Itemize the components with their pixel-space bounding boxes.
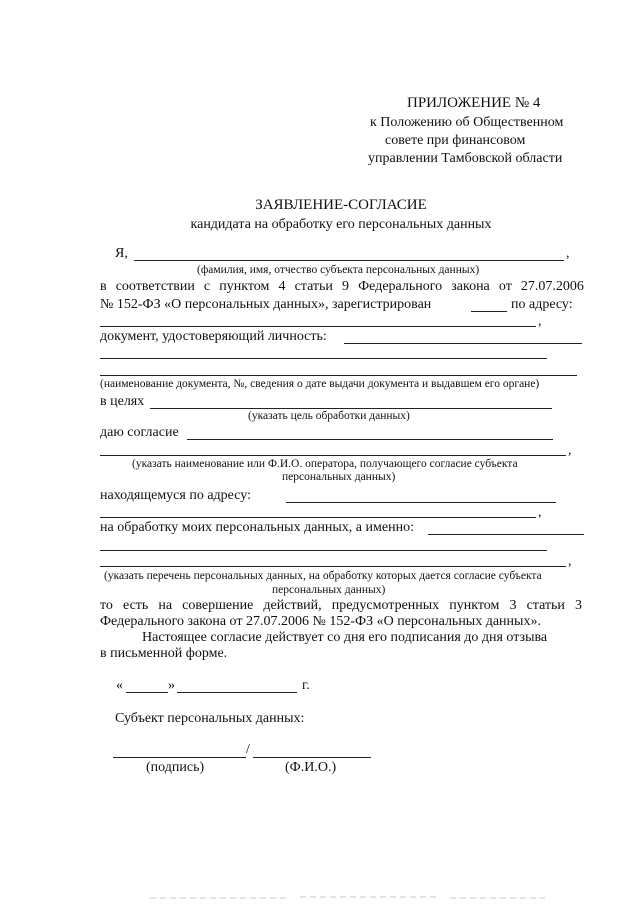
operator-address-line-2[interactable] [100,517,536,518]
word: 27.07.2006 [520,279,584,294]
data-list-field-line[interactable] [428,534,584,535]
word: на [158,598,173,613]
word: есть [123,598,149,613]
purpose-field-line[interactable] [150,408,552,409]
word: с [203,279,211,294]
word: соответствии [115,279,195,294]
signature-slash: / [246,742,250,757]
data-list-comma: , [568,554,572,569]
date-month-year-field[interactable] [177,692,297,693]
word: закона [451,279,490,294]
word: 3 [575,598,582,613]
word: в [100,279,107,294]
ya-label: Я, [115,246,128,261]
scan-artifact-lines [0,890,640,902]
word: статьи [526,598,565,613]
name-field-line[interactable] [253,757,371,758]
data-list-line-2[interactable] [100,550,547,551]
word: 3 [509,598,517,613]
appendix-line-2: совете при финансовом [385,133,526,148]
operator-comma: , [568,443,572,458]
signature-field-line[interactable] [113,757,246,758]
id-document-line-2[interactable] [100,358,547,359]
appendix-line-1: к Положению об Общественном [370,115,564,130]
form-title: ЗАЯВЛЕНИЕ-СОГЛАСИЕ [255,197,427,213]
signature-hint: (подпись) [146,760,205,775]
operator-address-label: находящемуся по адресу: [100,488,251,503]
validity-line-1: Настоящее согласие действует со дня его подписания до дня отзыва [142,630,548,645]
word: 9 [342,279,350,294]
purpose-hint: (указать цель обработки данных) [248,410,410,422]
id-document-line-3[interactable] [100,375,577,376]
law-reference-line-1 [100,280,584,294]
processing-label: на обработку моих персональных данных, а именно: [100,520,414,535]
purpose-label: в целях [100,394,145,409]
id-document-hint: (наименование документа, №, сведения о дате выдачи документа и выдавшем его органе) [100,378,540,390]
word: действий, [263,598,322,613]
name-hint: (Ф.И.О.) [285,760,337,775]
validity-line-2: в письменной форме. [100,646,228,661]
operator-field-line-2[interactable] [100,455,566,456]
data-list-line-3[interactable] [100,566,566,567]
date-open-quote: « [116,678,123,693]
id-document-field-line[interactable] [344,343,582,344]
word: 4 [278,279,286,294]
consent-label: даю согласие [100,425,179,440]
data-list-hint-1: (указать перечень персональных данных, на обработку которых дается согласие субъекта [104,570,542,582]
operator-field-line[interactable] [187,439,553,440]
word: пунктом [219,279,270,294]
date-day-field[interactable] [126,692,168,693]
appendix-line-3: управлении Тамбовской области [368,151,563,166]
law-reference-line-2: № 152-ФЗ «О персональных данных», зарегистрирован [100,297,432,312]
operator-hint-2: персональных данных) [282,471,396,483]
subject-label: Субъект персональных данных: [115,711,305,726]
data-list-hint-2: персональных данных) [272,584,386,596]
word: Федерального [358,279,443,294]
word: статьи [294,279,333,294]
word: совершение [182,598,254,613]
word: пунктом [449,598,500,613]
operator-address-field-line[interactable] [286,502,556,503]
word: то [100,598,113,613]
address-label: по адресу: [511,297,573,312]
registered-field-line[interactable] [471,311,507,312]
fio-hint: (фамилия, имя, отчество субъекта персональных данных) [197,264,480,276]
word: предусмотренных [331,598,440,613]
operator-address-comma: , [538,505,542,520]
form-subtitle: кандидата на обработку его персональных данных [190,217,492,232]
fio-field-line[interactable] [134,260,564,261]
fio-comma: , [566,246,570,261]
date-close-quote: » [168,678,175,693]
address-comma: , [538,314,542,329]
appendix-title: ПРИЛОЖЕНИЕ № 4 [407,95,541,111]
date-year-suffix: г. [302,678,310,693]
id-document-label: документ, удостоверяющий личность: [100,329,327,344]
actions-line-2: Федерального закона от 27.07.2006 № 152-ФЗ «О персональных данных». [100,614,541,629]
operator-hint-1: (указать наименование или Ф.И.О. оператора, получающего согласие субъекта [132,458,518,470]
registration-address-line[interactable] [100,326,536,327]
word: от [498,279,512,294]
actions-line-1 [100,599,582,613]
